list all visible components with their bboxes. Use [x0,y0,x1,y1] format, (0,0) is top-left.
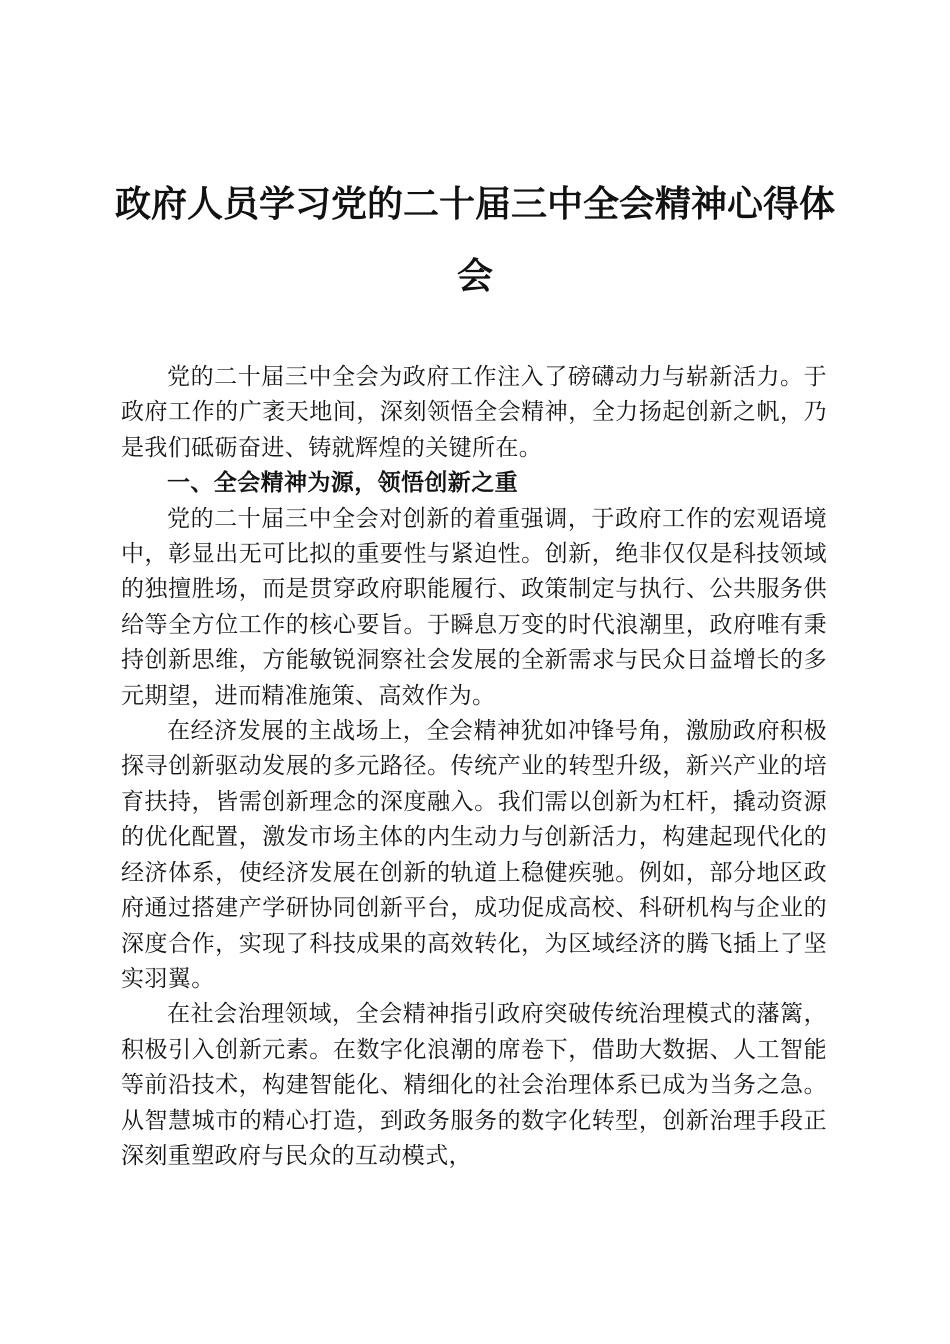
body-paragraph: 在经济发展的主战场上，全会精神犹如冲锋号角，激励政府积极探寻创新驱动发展的多元路径。传统产业的转型升级，新兴产业的培育扶持，皆需创新理念的深度融入。我们需以创新为杠杆，撬动资源的优化配置，激发市场主体的内生动力与创新活力，构建起现代化的经济体系，使经济发展在创新的轨道上稳健疾驰。例如，部分地区政府通过搭建产学研协同创新平台，成功促成高校、科研机构与企业的深度合作，实现了科技成果的高效转化，为区域经济的腾飞插上了坚实羽翼。 [121,718,827,992]
body-paragraph: 党的二十届三中全会对创新的着重强调，于政府工作的宏观语境中，彰显出无可比拟的重要性与紧迫性。创新，绝非仅仅是科技领域的独擅胜场，而是贯穿政府职能履行、政策制定与执行、公共服务供给等全方位工作的核心要旨。于瞬息万变的时代浪潮里，政府唯有秉持创新思维，方能敏锐洞察社会发展的全新需求与民众日益增长的多元期望，进而精准施策、高效作为。 [121,505,827,709]
section-heading: 一、全会精神为源，领悟创新之重 [167,470,518,497]
body-paragraph: 在社会治理领域，全会精神指引政府突破传统治理模式的藩篱，积极引入创新元素。在数字化浪潮的席卷下，借助大数据、人工智能等前沿技术，构建智能化、精细化的社会治理体系已成为当务之急。从智慧城市的精心打造，到政务服务的数字化转型，创新治理手段正深刻重塑政府与民众的互动模式， [121,1001,827,1169]
document-body [121,360,827,1174]
intro-paragraph: 党的二十届三中全会为政府工作注入了磅礴动力与崭新活力。于政府工作的广袤天地间，深刻领悟全会精神，全力扬起创新之帆，乃是我们砥砺奋进、铸就辉煌的关键所在。 [121,364,827,461]
document-title: 政府人员学习党的二十届三中全会精神心得体会 [114,183,835,297]
